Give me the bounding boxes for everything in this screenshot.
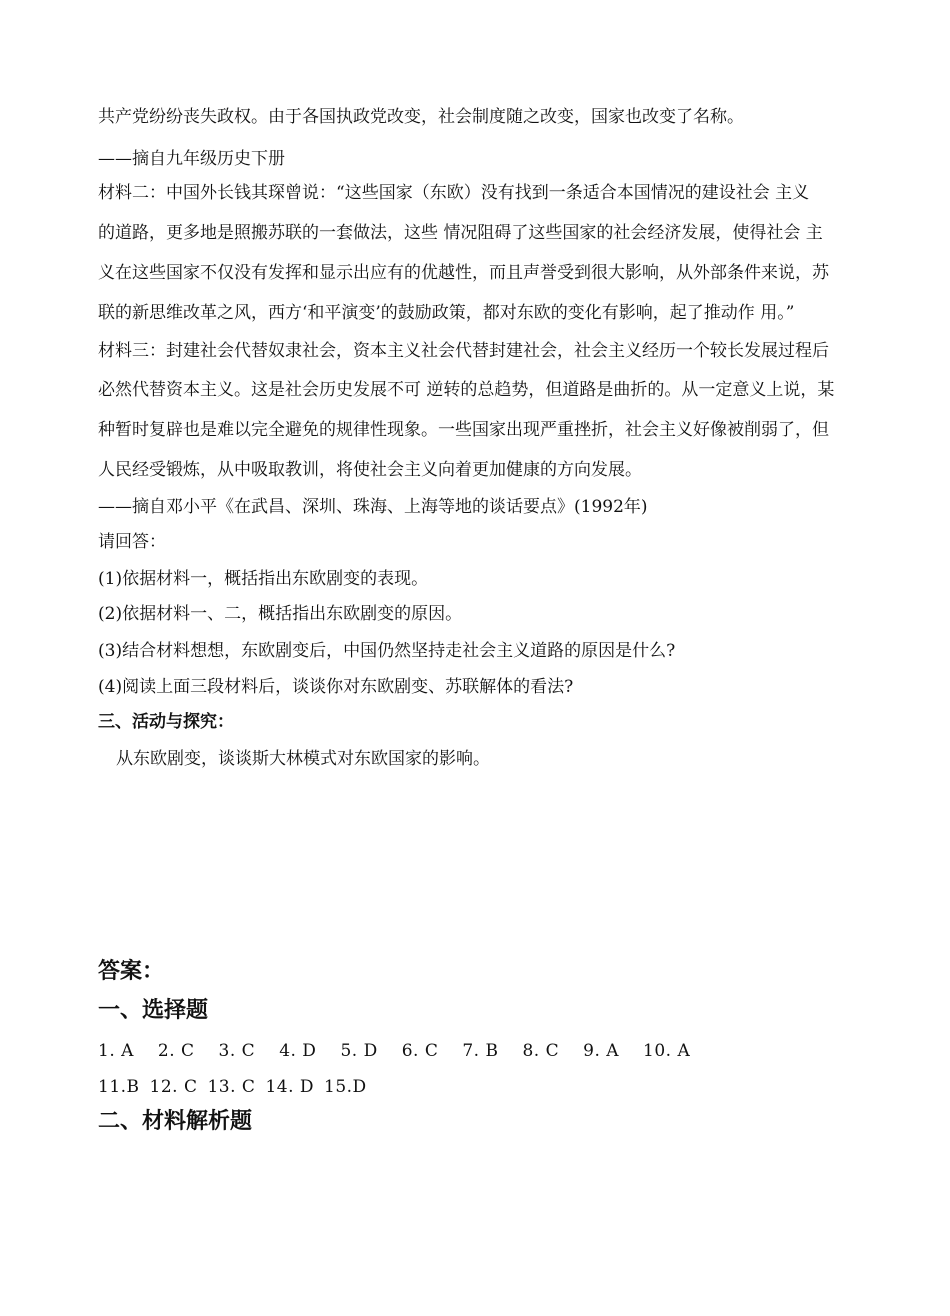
answer-item: 4. D <box>279 1041 317 1061</box>
answer-item: 15.D <box>324 1077 367 1097</box>
answer-item: 11.B <box>98 1077 140 1097</box>
paragraph-line: 种暂时复辟也是难以完全避免的规律性现象。一些国家出现严重挫折，社会主义好像被削弱了，但 <box>98 420 829 440</box>
answer-item: 12. C <box>149 1077 198 1097</box>
source-line: ——摘自邓小平《在武昌、深圳、珠海、上海等地的谈话要点》(1992年) <box>98 497 648 517</box>
question-3: (3)结合材料想想，东欧剧变后，中国仍然坚持走社会主义道路的原因是什么? <box>98 641 676 661</box>
answer-item: 7. B <box>462 1041 499 1061</box>
answer-item: 5. D <box>340 1041 378 1061</box>
question-4: (4)阅读上面三段材料后，谈谈你对东欧剧变、苏联解体的看法? <box>98 677 574 697</box>
answer-row-2 <box>98 1076 377 1098</box>
answer-item: 6. C <box>401 1041 439 1061</box>
paragraph-line: 义在这些国家不仅没有发挥和显示出应有的优越性，而且声誉受到很大影响，从外部条件来说，苏 <box>98 263 829 283</box>
paragraph-line: 联的新思维改革之风，西方‘和平演变’的鼓励政策，都对东欧的变化有影响，起了推动作 用。” <box>98 303 795 323</box>
answer-item: 2. C <box>157 1041 195 1061</box>
source-line: ——摘自九年级历史下册 <box>98 149 285 169</box>
answer-row-1 <box>98 1040 714 1062</box>
answer-item: 10. A <box>643 1041 691 1061</box>
section3-title: 三、活动与探究： <box>98 712 234 732</box>
question-1: (1)依据材料一，概括指出东欧剧变的表现。 <box>98 569 429 589</box>
paragraph-line: 的道路，更多地是照搬苏联的一套做法，这些 情况阻碍了这些国家的社会经济发展，使得社会 主 <box>98 223 823 243</box>
section3-text: 从东欧剧变，谈谈斯大林模式对东欧国家的影响。 <box>116 749 490 769</box>
answer-item: 9. A <box>583 1041 620 1061</box>
answer-item: 8. C <box>522 1041 560 1061</box>
paragraph-line: 材料二：中国外长钱其琛曾说：“这些国家（东欧）没有找到一条适合本国情况的建设社会 主义 <box>98 183 810 203</box>
answers-title: 答案： <box>98 959 165 984</box>
answer-item: 14. D <box>265 1077 315 1097</box>
paragraph-line: 材料三：封建社会代替奴隶社会，资本主义社会代替封建社会，社会主义经历一个较长发展过程后 <box>98 341 829 361</box>
answer-item: 1. A <box>98 1041 134 1061</box>
answer-item: 13. C <box>207 1077 256 1097</box>
paragraph-line: 必然代替资本主义。这是社会历史发展不可 逆转的总趋势，但道路是曲折的。从一定意义上说，某 <box>98 380 835 400</box>
choice-section-title: 一、选择题 <box>98 998 209 1023</box>
question-2: (2)依据材料一、二，概括指出东欧剧变的原因。 <box>98 604 463 624</box>
paragraph-line: 共产党纷纷丧失政权。由于各国执政党改变，社会制度随之改变，国家也改变了名称。 <box>98 107 744 127</box>
answer-item: 3. C <box>218 1041 256 1061</box>
material-section-title: 二、材料解析题 <box>98 1109 253 1134</box>
paragraph-line: 人民经受锻炼，从中吸取教训，将使社会主义向着更加健康的方向发展。 <box>98 460 642 480</box>
prompt-line: 请回答： <box>98 532 166 552</box>
